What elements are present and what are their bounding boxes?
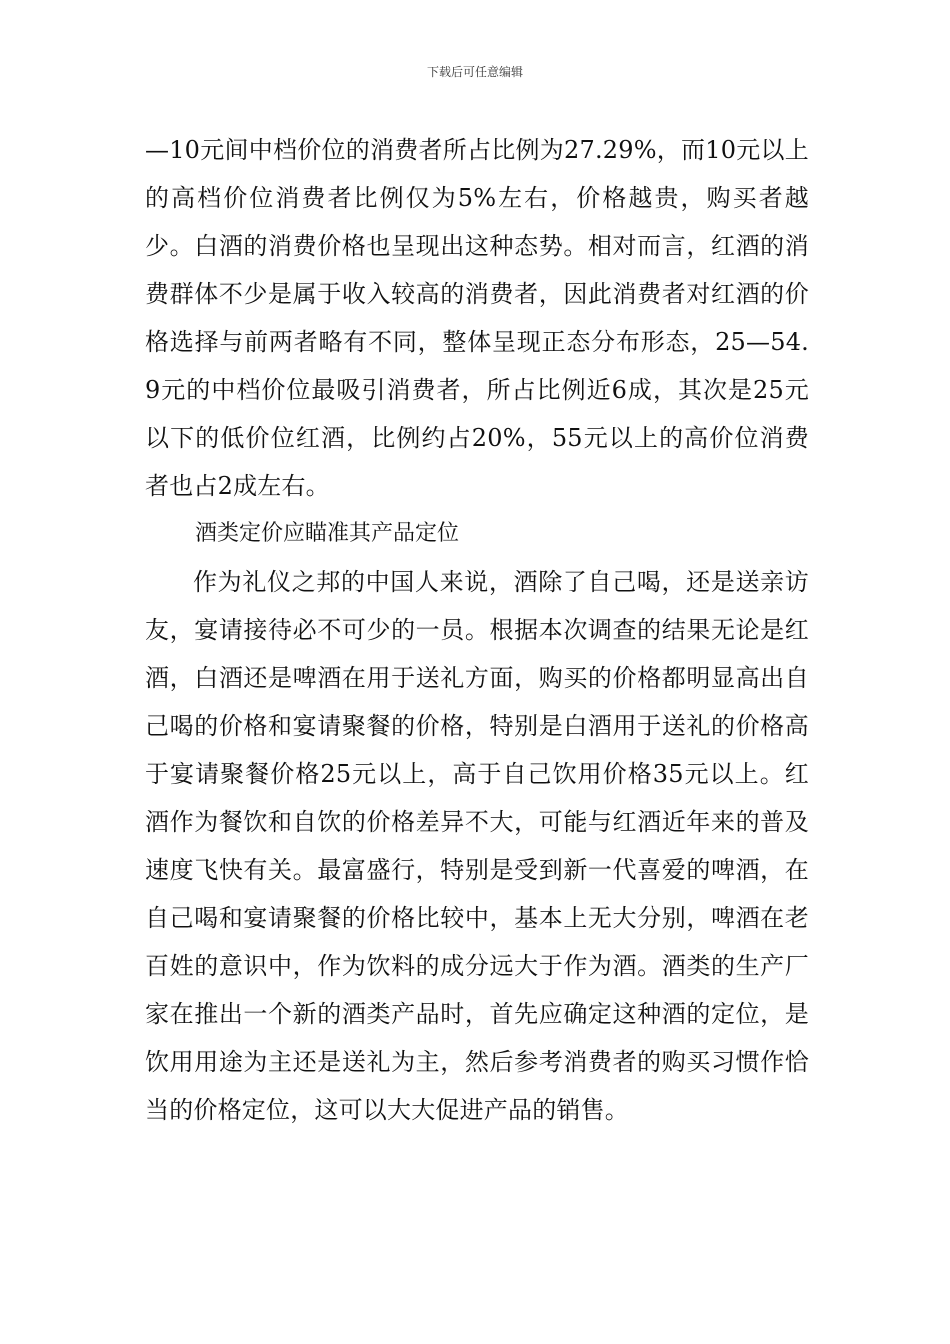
page-header: 下载后可任意编辑: [426, 65, 523, 79]
paragraph-price-distribution: —10元间中档价位的消费者所占比例为27.29%，而10元以上的高档价位消费者比例仅为5%左右，价格越贵，购买者越少。白酒的消费价格也呈现出这种态势。相对而言，红酒的消费群体不少是属于收入较高的消费者，因此消费者对红酒的价格选择与前两者略有不同，整体呈现正态分布形态，25—54.9元的中档价位最吸引消费者，所占比例近6成，其次是25元以下的低价位红酒，比例约占20%，55元以上的高价位消费者也占2成左右。: [145, 136, 809, 500]
document-body: [145, 126, 809, 1134]
paragraph-pricing-positioning: 作为礼仪之邦的中国人来说，酒除了自己喝，还是送亲访友，宴请接待必不可少的一员。根据本次调查的结果无论是红酒，白酒还是啤酒在用于送礼方面，购买的价格都明显高出自己喝的价格和宴请聚餐的价格，特别是白酒用于送礼的价格高于宴请聚餐价格25元以上，高于自己饮用价格35元以上。红酒作为餐饮和自饮的价格差异不大，可能与红酒近年来的普及速度飞快有关。最富盛行，特别是受到新一代喜爱的啤酒，在自己喝和宴请聚餐的价格比较中，基本上无大分别，啤酒在老百姓的意识中，作为饮料的成分远大于作为酒。酒类的生产厂家在推出一个新的酒类产品时，首先应确定这种酒的定位，是饮用用途为主还是送礼为主，然后参考消费者的购买习惯作恰当的价格定位，这可以大大促进产品的销售。: [145, 568, 809, 1124]
section-heading: 酒类定价应瞄准其产品定位: [195, 521, 460, 546]
